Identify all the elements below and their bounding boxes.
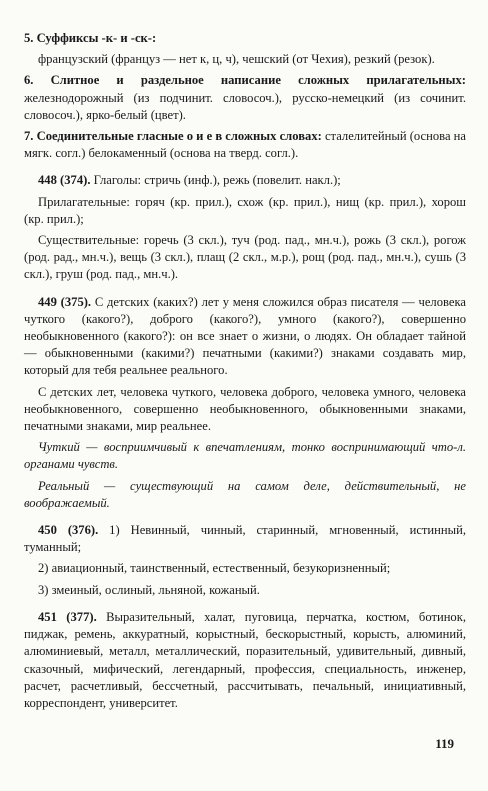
exercise-450	[24, 522, 466, 556]
exercise-449-phrases-text: С детских лет, человека чуткого, человека доброго, человека умного, человека необыкновенного, совершенно необыкновенного, обыкновенными знаками, печатными знаками, мир реальнее.	[24, 384, 466, 434]
rule-5-title: 5. Суффиксы -к- и -ск-:	[24, 31, 157, 45]
rule-7-text: сталелитейный (основа на мягк. согл.) белокаменный (основа на тверд. согл.).	[24, 129, 467, 161]
exercise-449	[24, 294, 466, 380]
exercise-450-group-2: 2) авиационный, таинственный, естественный, безукоризненный;	[38, 561, 391, 576]
exercise-448-adjectives-text: Прилагательные: горяч (кр. прил.), схож (кр. прил.), нищ (кр. прил.), хорош (кр. прил.);	[24, 194, 466, 226]
exercise-448-adjectives	[24, 194, 466, 228]
exercise-451-text: Выразительный, халат, пуговица, перчатка, костюм, ботинок, пиджак, ремень, аккуратный, корыстный, бескорыстный, корысть, алюминий, алюминиевый, металл, металлический, поразительный, удивительный, дивный, сказочный, мифический, легендарный, профессия, специальность, инженер, расчет, расчетливый, бессчетный, рассчитывать, печальный, инициативный, корреспондент, университет.	[24, 609, 466, 710]
rule-5-text: французский (француз — нет к, ц, ч), чешский (от Чехия), резкий (резок).	[38, 52, 435, 67]
rule-7-title: 7. Соединительные гласные о и е в сложных словах:	[24, 129, 322, 144]
exercise-450-group-1: 1) Невинный, чинный, старинный, мгновенный, истинный, туманный;	[24, 523, 466, 555]
rule-6-text: железнодорожный (из подчинит. словосоч.), русско-немецкий (из сочинит. словосоч.), ярко-белый (цвет).	[24, 90, 466, 122]
exercise-450-number: 450 (376).	[38, 523, 99, 538]
exercise-449-text: С детских (каких?) лет у меня сложился образ писателя — человека чуткого (какого?), доброго (какого?), умного (какого?), совершенно необыкновенного (какого?): он все знает о жизни, о людях. Он обладает тайной — обыкновенными (какими?) печатными (какими?) знаками создавать мир, который для тебя реальнее реального.	[24, 294, 466, 378]
exercise-448	[24, 172, 466, 189]
exercise-448-nouns-text: Существительные: горечь (3 скл.), туч (род. пад., мн.ч.), рожь (3 скл.), рогож (род. рад., мн.ч.), вещь (3 скл.), плащ (2 скл., м.р.), рощ (род. пад., мн.ч.), сушь (3 скл.), груш (род. пад., мн.ч.).	[24, 233, 466, 282]
exercise-451-number: 451 (377).	[38, 609, 97, 624]
exercise-448-text: Глаголы: стричь (инф.), режь (повелит. накл.);	[90, 173, 341, 188]
exercise-448-number: 448 (374).	[38, 173, 91, 188]
definition-chutkiy	[24, 439, 466, 473]
rule-5-heading	[24, 30, 466, 47]
definition-realnyy	[24, 478, 466, 512]
exercise-450-line-3	[24, 582, 466, 599]
definition-realnyy-text: Реальный — существующий на самом деле, действительный, не воображаемый.	[24, 478, 466, 510]
exercise-449-number: 449 (375).	[38, 294, 92, 309]
rule-7	[24, 128, 466, 162]
exercise-450-group-3: 3) змеиный, ослиный, льняной, кожаный.	[38, 582, 260, 597]
rule-6-title: 6. Слитное и раздельное написание сложных прилагательных:	[24, 73, 466, 88]
rule-5-examples	[24, 51, 466, 68]
definition-chutkiy-text: Чуткий — восприимчивый к впечатлениям, тонко воспринимающий что-л. органами чувств.	[24, 440, 466, 472]
exercise-449-phrases	[24, 384, 466, 436]
exercise-451	[24, 609, 466, 712]
page-number: 119	[435, 736, 454, 751]
exercise-448-nouns	[24, 232, 466, 284]
rule-6	[24, 72, 466, 124]
exercise-450-line-2	[24, 560, 466, 577]
